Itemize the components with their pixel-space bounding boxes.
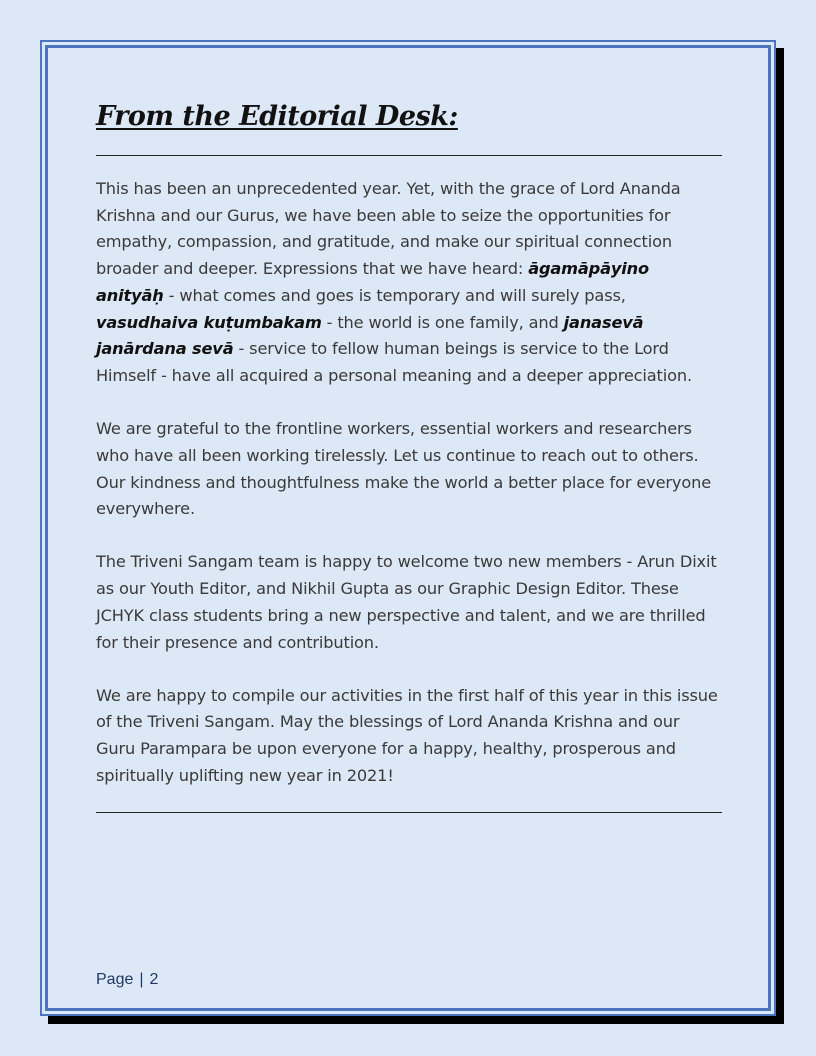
paragraph-3 (96, 549, 722, 656)
page-separator: | (139, 971, 144, 988)
paragraph-4 (96, 683, 722, 790)
sanskrit-phrase: janasevā janārdana sevā (96, 312, 644, 359)
paragraph-1 (96, 176, 722, 390)
paragraph-text: - service to fellow human beings is service to the Lord Himself - have all acquired a personal meaning and a deeper appreciation. (96, 339, 692, 385)
paragraph-text: - what comes and goes is temporary and will surely pass, (163, 285, 626, 305)
editorial-content (96, 92, 722, 813)
paragraph-text: - the world is one family, and (321, 312, 564, 332)
paragraph-text: This has been an unprecedented year. Yet, with the grace of Lord Ananda Krishna and our Gurus, we have been able to seize the opportunities for empathy, compassion, and gratitude, and make our spiritual connection broader and deeper. Expressions that we have heard: (96, 179, 681, 279)
page-number: 2 (149, 971, 159, 988)
editorial-body (96, 176, 722, 790)
page-title: From the Editorial Desk: (96, 101, 458, 132)
page-label: Page (96, 971, 134, 988)
paragraph-2 (96, 416, 722, 523)
sanskrit-phrase: āgamāpāyino anityāḥ (96, 259, 650, 305)
title-divider (96, 155, 722, 156)
page-footer (96, 971, 158, 989)
paragraph-text: The Triveni Sangam team is happy to welcome two new members - Arun Dixit as our Youth Editor, and Nikhil Gupta as our Graphic Design Editor. These JCHYK class students bring a new perspective and talent, and we are thrilled for their presence and contribution. (96, 552, 717, 652)
paragraph-text: We are happy to compile our activities in the first half of this year in this issue of the Triveni Sangam. May the blessings of Lord Ananda Krishna and our Guru Parampara be upon everyone for a happy, healthy, prosperous and spiritually uplifting new year in 2021! (96, 685, 718, 785)
closing-divider (96, 812, 722, 813)
paragraph-text: We are grateful to the frontline workers, essential workers and researchers who have all been working tirelessly. Let us continue to reach out to others. Our kindness and thoughtfulness make the world a better place for everyone everywhere. (96, 419, 712, 519)
sanskrit-phrase: vasudhaiva kuṭumbakam (96, 312, 322, 332)
